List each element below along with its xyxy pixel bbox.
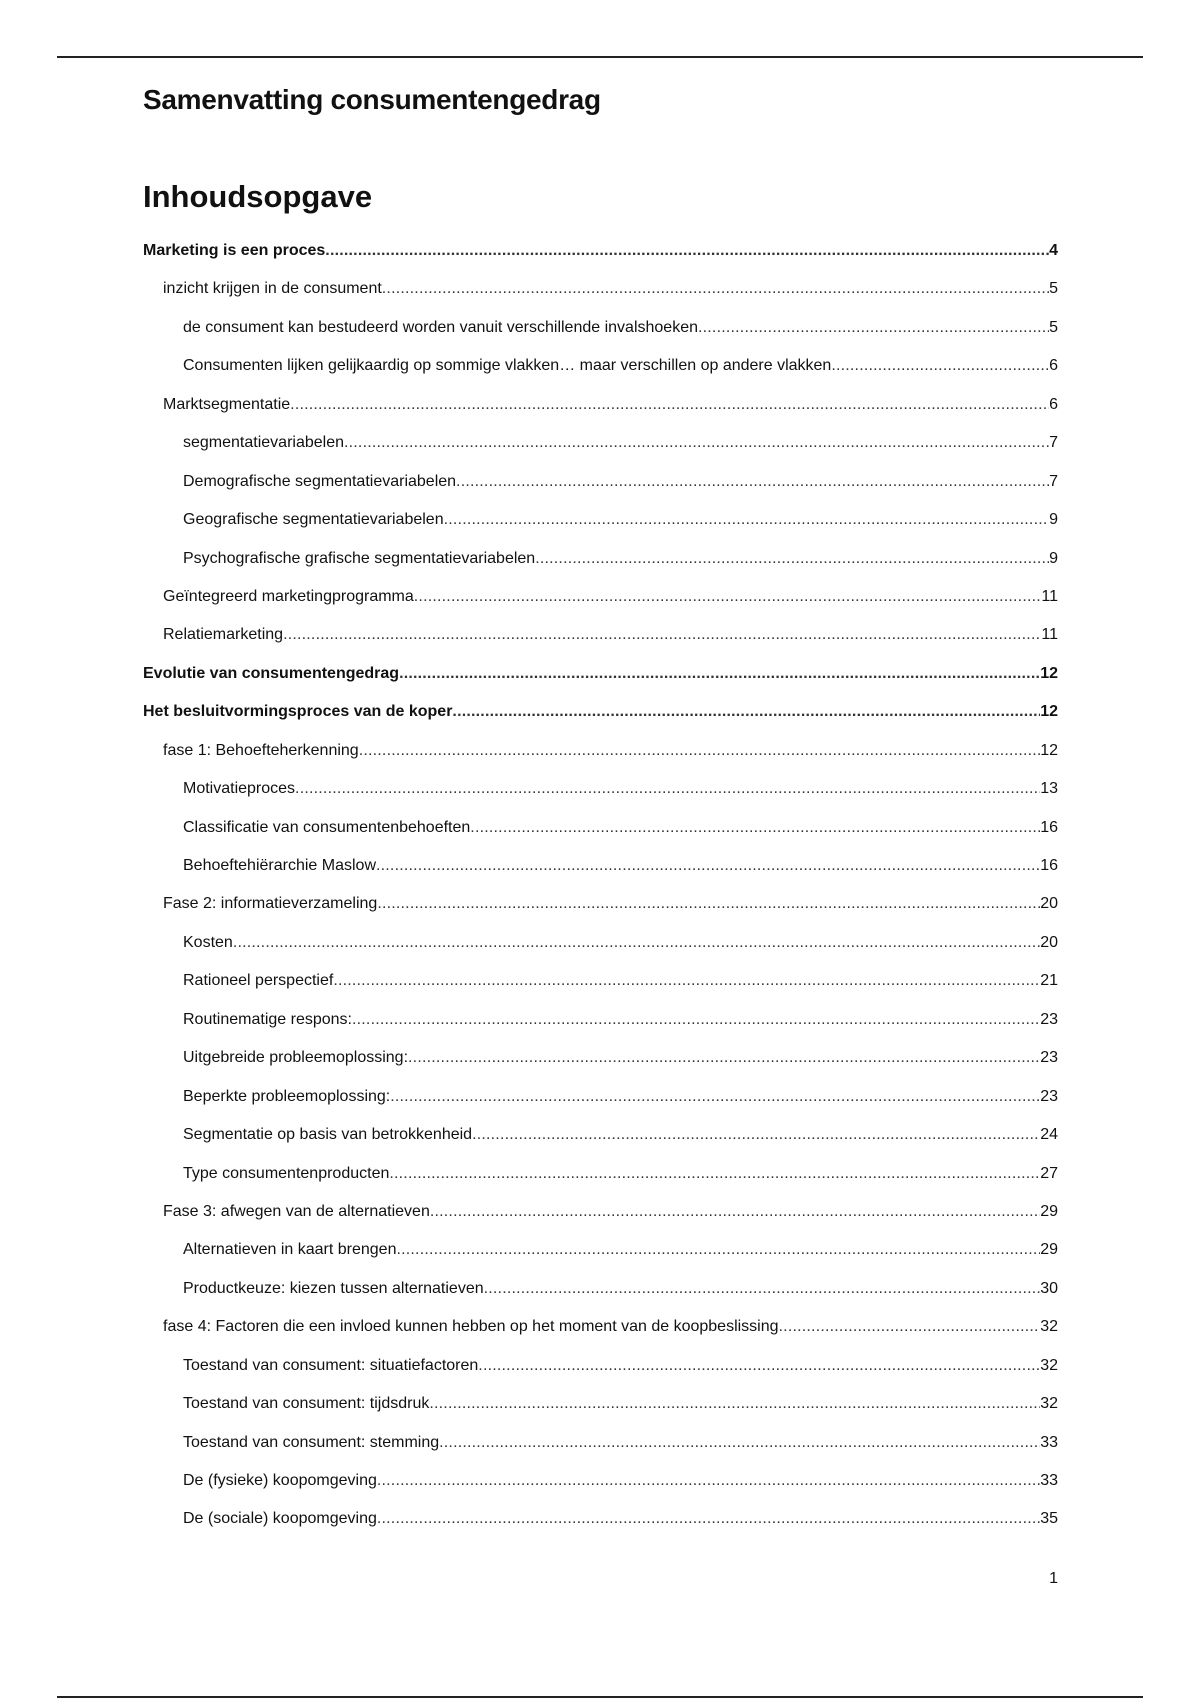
toc-entry[interactable] bbox=[143, 540, 1058, 578]
toc-entry-page: 7 bbox=[1049, 434, 1058, 452]
toc-dot-leader bbox=[470, 809, 1040, 847]
toc-dot-leader bbox=[333, 962, 1040, 1000]
toc-entry-page: 35 bbox=[1040, 1510, 1058, 1528]
toc-dot-leader bbox=[698, 309, 1049, 347]
toc-entry-title: Fase 3: afwegen van de alternatieven bbox=[163, 1202, 430, 1220]
toc-dot-leader bbox=[377, 1500, 1040, 1538]
toc-entry[interactable] bbox=[143, 1462, 1058, 1500]
toc-entry-page: 23 bbox=[1040, 1010, 1058, 1028]
toc-entry[interactable] bbox=[143, 424, 1058, 462]
toc-entry[interactable] bbox=[143, 1039, 1058, 1077]
header-rule bbox=[57, 56, 1143, 58]
toc-dot-leader bbox=[535, 540, 1049, 578]
toc-entry[interactable] bbox=[143, 232, 1058, 270]
toc-dot-leader bbox=[429, 1385, 1040, 1423]
toc-entry-title: de consument kan bestudeerd worden vanuit verschillende invalshoeken bbox=[183, 318, 698, 336]
toc-entry-title: Toestand van consument: stemming bbox=[183, 1433, 440, 1451]
toc-entry[interactable] bbox=[143, 847, 1058, 885]
toc-entry[interactable] bbox=[143, 1116, 1058, 1154]
toc-entry[interactable] bbox=[143, 1308, 1058, 1346]
toc-dot-leader bbox=[233, 924, 1040, 962]
toc-entry-page: 12 bbox=[1040, 703, 1058, 721]
toc-dot-leader bbox=[414, 578, 1042, 616]
toc-entry-page: 9 bbox=[1049, 511, 1058, 529]
toc-entry-title: Demografische segmentatievariabelen bbox=[183, 472, 457, 490]
toc-entry-title: Marktsegmentatie bbox=[163, 395, 291, 413]
toc-entry-title: fase 1: Behoefteherkenning bbox=[163, 741, 359, 759]
toc-dot-leader bbox=[430, 1193, 1040, 1231]
toc-entry-title: Uitgebreide probleemoplossing: bbox=[183, 1049, 409, 1067]
toc-dot-leader bbox=[283, 616, 1041, 654]
toc-entry-page: 7 bbox=[1049, 472, 1058, 490]
toc-entry[interactable] bbox=[143, 1500, 1058, 1538]
toc-entry[interactable] bbox=[143, 809, 1058, 847]
toc-dot-leader bbox=[478, 1347, 1040, 1385]
toc-entry[interactable] bbox=[143, 924, 1058, 962]
toc-entry-title: Toestand van consument: tijdsdruk bbox=[183, 1395, 430, 1413]
toc-entry-page: 32 bbox=[1040, 1318, 1058, 1336]
toc-entry[interactable] bbox=[143, 1385, 1058, 1423]
toc-dot-leader bbox=[396, 1231, 1040, 1269]
toc-entry-page: 6 bbox=[1049, 395, 1058, 413]
toc-entry-title: Productkeuze: kiezen tussen alternatieven bbox=[183, 1279, 484, 1297]
toc-entry[interactable] bbox=[143, 347, 1058, 385]
toc-entry[interactable] bbox=[143, 732, 1058, 770]
toc-dot-leader bbox=[344, 424, 1049, 462]
toc-entry-page: 24 bbox=[1040, 1126, 1058, 1144]
toc-dot-leader bbox=[359, 732, 1041, 770]
toc-entry-title: Consumenten lijken gelijkaardig op sommige vlakken… maar verschillen op andere vlakken bbox=[183, 357, 832, 375]
toc-entry[interactable] bbox=[143, 655, 1058, 693]
toc-entry-title: Psychografische grafische segmentatievariabelen bbox=[183, 549, 536, 567]
toc-dot-leader bbox=[439, 1424, 1040, 1462]
toc-dot-leader bbox=[290, 386, 1049, 424]
toc-dot-leader bbox=[399, 655, 1040, 693]
toc-entry-title: Routinematige respons: bbox=[183, 1010, 352, 1028]
toc-entry-page: 11 bbox=[1041, 626, 1058, 644]
toc-entry-title: Behoeftehiërarchie Maslow bbox=[183, 857, 376, 874]
toc-dot-leader bbox=[389, 1155, 1040, 1193]
toc-entry-page: 30 bbox=[1040, 1279, 1058, 1297]
toc-dot-leader bbox=[408, 1039, 1040, 1077]
toc-dot-leader bbox=[325, 232, 1049, 270]
toc-entry-title: Rationeel perspectief bbox=[183, 972, 334, 990]
toc-entry-title: Motivatieproces bbox=[183, 780, 296, 798]
toc-entry-page: 29 bbox=[1040, 1202, 1058, 1220]
toc-entry-page: 33 bbox=[1040, 1472, 1058, 1489]
toc-dot-leader bbox=[377, 885, 1040, 923]
toc-entry[interactable] bbox=[143, 1001, 1058, 1039]
toc-entry-page: 9 bbox=[1049, 549, 1058, 567]
toc-entry-page: 27 bbox=[1040, 1164, 1058, 1182]
toc-entry[interactable] bbox=[143, 578, 1058, 616]
toc-entry[interactable] bbox=[143, 616, 1058, 654]
toc-entry-title: Classificatie van consumentenbehoeften bbox=[183, 818, 471, 836]
toc-entry-title: Toestand van consument: situatiefactoren bbox=[183, 1356, 479, 1374]
toc-entry[interactable] bbox=[143, 885, 1058, 923]
toc-entry[interactable] bbox=[143, 463, 1058, 501]
toc-dot-leader bbox=[472, 1116, 1040, 1154]
toc-entry-title: Beperkte probleemoplossing: bbox=[183, 1087, 391, 1105]
toc-entry-title: segmentatievariabelen bbox=[183, 434, 344, 452]
toc-entry[interactable] bbox=[143, 1424, 1058, 1462]
toc-entry[interactable] bbox=[143, 1193, 1058, 1231]
footer-rule bbox=[57, 1696, 1143, 1698]
toc-entry-page: 12 bbox=[1040, 664, 1058, 682]
toc-entry-title: Geografische segmentatievariabelen bbox=[183, 511, 444, 529]
toc-entry-page: 33 bbox=[1040, 1433, 1058, 1451]
toc-entry-title: inzicht krijgen in de consument bbox=[163, 280, 382, 298]
toc-entry[interactable] bbox=[143, 962, 1058, 1000]
toc-entry-page: 11 bbox=[1041, 587, 1058, 605]
toc-dot-leader bbox=[382, 270, 1049, 308]
page-number: 1 bbox=[1049, 1570, 1058, 1587]
toc-dot-leader bbox=[377, 1462, 1040, 1500]
toc-entry[interactable] bbox=[143, 1231, 1058, 1269]
toc-entry-title: Type consumentenproducten bbox=[183, 1164, 390, 1182]
toc-dot-leader bbox=[390, 1078, 1040, 1116]
toc-dot-leader bbox=[779, 1308, 1041, 1346]
toc-heading: Inhoudsopgave bbox=[143, 179, 373, 214]
toc-entry[interactable] bbox=[143, 501, 1058, 539]
toc-dot-leader bbox=[452, 693, 1040, 731]
toc-entry-title: De (fysieke) koopomgeving bbox=[183, 1472, 377, 1489]
toc-dot-leader bbox=[831, 347, 1049, 385]
toc-entry-page: 20 bbox=[1040, 895, 1058, 913]
toc-entry[interactable] bbox=[143, 770, 1058, 808]
toc-entry-page: 13 bbox=[1040, 780, 1058, 798]
toc-entry-title: Marketing is een proces bbox=[143, 242, 326, 259]
toc-entry-page: 20 bbox=[1040, 933, 1058, 951]
toc-entry-page: 4 bbox=[1049, 242, 1058, 259]
toc-entry-page: 23 bbox=[1040, 1049, 1058, 1067]
toc-entry-title: Het besluitvormingsproces van de koper bbox=[143, 703, 453, 721]
toc-entry[interactable] bbox=[143, 1270, 1058, 1308]
toc-entry[interactable] bbox=[143, 1155, 1058, 1193]
toc-entry-page: 29 bbox=[1040, 1241, 1058, 1259]
toc-entry-page: 32 bbox=[1040, 1356, 1058, 1374]
toc-entry-page: 5 bbox=[1049, 318, 1058, 336]
toc-entry-title: Evolutie van consumentengedrag bbox=[143, 664, 400, 682]
toc-entry-page: 23 bbox=[1040, 1087, 1058, 1105]
toc-dot-leader bbox=[484, 1270, 1041, 1308]
toc-entry-page: 21 bbox=[1040, 972, 1058, 990]
toc-entry-title: Relatiemarketing bbox=[163, 626, 284, 644]
toc-entry[interactable] bbox=[143, 386, 1058, 424]
toc-entry[interactable] bbox=[143, 270, 1058, 308]
toc-dot-leader bbox=[352, 1001, 1040, 1039]
toc-entry-page: 12 bbox=[1040, 741, 1058, 759]
toc-dot-leader bbox=[376, 847, 1040, 885]
toc-entry-title: Geïntegreerd marketingprogramma bbox=[163, 587, 414, 605]
toc-dot-leader bbox=[444, 501, 1049, 539]
toc-entry-title: Alternatieven in kaart brengen bbox=[183, 1241, 397, 1259]
toc-entry-title: De (sociale) koopomgeving bbox=[183, 1510, 377, 1528]
toc-entry[interactable] bbox=[143, 1078, 1058, 1116]
toc-entry-title: fase 4: Factoren die een invloed kunnen hebben op het moment van de koopbeslissing bbox=[163, 1318, 779, 1336]
toc-entry-page: 32 bbox=[1040, 1395, 1058, 1413]
toc-entry-title: Kosten bbox=[183, 933, 233, 951]
toc-entry-page: 6 bbox=[1049, 357, 1058, 375]
toc-dot-leader bbox=[456, 463, 1049, 501]
table-of-contents bbox=[143, 232, 1058, 1539]
toc-entry-page: 16 bbox=[1040, 857, 1058, 874]
toc-entry-page: 16 bbox=[1040, 818, 1058, 836]
toc-entry-title: Segmentatie op basis van betrokkenheid bbox=[183, 1126, 473, 1144]
toc-entry[interactable] bbox=[143, 1347, 1058, 1385]
toc-entry[interactable] bbox=[143, 309, 1058, 347]
toc-entry-title: Fase 2: informatieverzameling bbox=[163, 895, 378, 913]
toc-entry-page: 5 bbox=[1049, 280, 1058, 298]
document-title: Samenvatting consumentengedrag bbox=[143, 84, 601, 115]
toc-dot-leader bbox=[295, 770, 1040, 808]
toc-entry[interactable] bbox=[143, 693, 1058, 731]
